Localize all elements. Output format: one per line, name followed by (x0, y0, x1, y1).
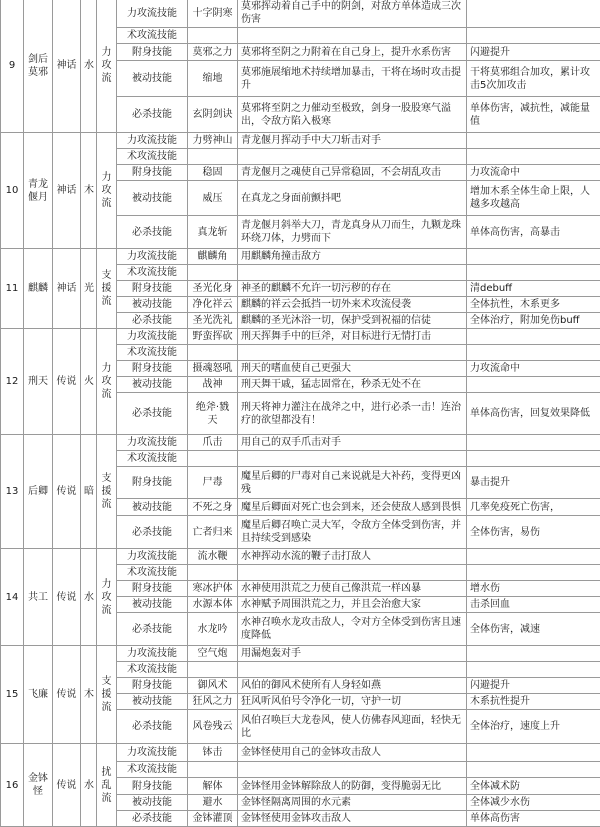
skill-description: 用自己的双手爪击对手 (238, 435, 467, 451)
skill-effect: 全体抗性，木系更多 (467, 297, 600, 313)
skill-description (238, 149, 467, 165)
skill-description: 水神赋予周围洪荒之力，并且会治愈大家 (238, 597, 467, 613)
skill-effect: 击杀回血 (467, 597, 600, 613)
skill-name: 稳固 (188, 165, 238, 181)
skill-type: 必杀技能 (117, 97, 188, 133)
skill-effect: 力攻流命中 (467, 165, 600, 181)
skill-type: 附身技能 (117, 361, 188, 377)
hero-style: 力攻流 (97, 329, 117, 435)
skill-name: 尸毒 (188, 467, 238, 499)
skill-name (188, 565, 238, 581)
skill-description: 青龙偃月斜举大刀，青龙真身从刀而生，九颗龙珠环绕刀体，力劈而下 (238, 216, 467, 249)
skill-type: 必杀技能 (117, 516, 188, 549)
skill-type: 被动技能 (117, 61, 188, 97)
hero-number: 15 (1, 646, 24, 744)
skill-name: 爪击 (188, 435, 238, 451)
skill-name: 风卷残云 (188, 710, 238, 744)
skill-description (238, 451, 467, 467)
skill-effect (467, 646, 600, 662)
skill-effect (467, 149, 600, 165)
hero-name: 后卿 (24, 435, 53, 549)
skill-effect (467, 0, 600, 28)
skill-name: 水龙吟 (188, 613, 238, 646)
skill-description: 金钵怪使用金钵攻击敌人 (238, 811, 467, 827)
skill-type: 术攻流技能 (117, 265, 188, 281)
table-row (1, 435, 600, 451)
skill-name: 金钵灌顶 (188, 811, 238, 827)
skill-type: 被动技能 (117, 499, 188, 516)
skill-name: 狂风之力 (188, 694, 238, 710)
hero-number: 13 (1, 435, 24, 549)
table-row (1, 249, 600, 265)
skill-effect: 闪避提升 (467, 44, 600, 61)
skill-name (188, 762, 238, 778)
skill-name (188, 265, 238, 281)
skill-effect (467, 565, 600, 581)
skill-effect (467, 377, 600, 393)
skill-name (188, 345, 238, 361)
skill-description (238, 265, 467, 281)
skill-description: 莫邪施展缩地术持续增加暴击，干将在场时攻击提升 (238, 61, 467, 97)
skill-name: 钵击 (188, 744, 238, 762)
skill-type: 力攻流技能 (117, 549, 188, 565)
skill-description: 刑天的嗜血使自己更强大 (238, 361, 467, 377)
skill-effect (467, 549, 600, 565)
skill-type: 力攻流技能 (117, 744, 188, 762)
skill-name: 空气炮 (188, 646, 238, 662)
skill-name: 流水鞭 (188, 549, 238, 565)
skill-type: 术攻流技能 (117, 345, 188, 361)
skill-description (238, 345, 467, 361)
hero-name: 青龙偃月 (24, 133, 53, 249)
hero-number: 9 (1, 0, 24, 133)
skill-effect: 全体伤害，易伤 (467, 516, 600, 549)
skill-effect: 全体治疗，速度上升 (467, 710, 600, 744)
skill-effect: 增水伤 (467, 581, 600, 597)
skill-type: 附身技能 (117, 44, 188, 61)
hero-name: 刑天 (24, 329, 53, 435)
skill-description: 麒麟的圣光沐浴一切，保护受到祝福的信徒 (238, 313, 467, 329)
skill-description: 神圣的麒麟不允许一切污秽的存在 (238, 281, 467, 297)
skill-description: 金钵怪隔离周围的水元素 (238, 795, 467, 811)
hero-number: 11 (1, 249, 24, 329)
skill-description: 青龙偃月之魂使自己异常稳固，不会胡乱攻击 (238, 165, 467, 181)
skill-description: 刑天将神力灌注在战斧之中，进行必杀一击！连治疗的欲望都没有！ (238, 393, 467, 435)
hero-style: 支援流 (97, 249, 117, 329)
skill-description (238, 762, 467, 778)
hero-style: 支援流 (97, 646, 117, 744)
skill-description: 魔星后卿面对死亡也会到来，还会使敌人感到畏惧 (238, 499, 467, 516)
skill-description: 水神使用洪荒之力使自己像洪荒一样凶暴 (238, 581, 467, 597)
skill-type: 被动技能 (117, 377, 188, 393)
skill-name: 绝斧·戮天 (188, 393, 238, 435)
skill-name: 水源本体 (188, 597, 238, 613)
skill-effect (467, 345, 600, 361)
table-row (1, 133, 600, 149)
skill-effect: 力攻流命中 (467, 361, 600, 377)
skill-description (238, 28, 467, 44)
skill-description: 金钵怪使用自己的金钵攻击敌人 (238, 744, 467, 762)
skill-type: 必杀技能 (117, 216, 188, 249)
skill-description: 水神召唤水龙攻击敌人，令对方全体受到伤害且速度降低 (238, 613, 467, 646)
hero-element: 水 (81, 549, 97, 646)
skill-name: 威压 (188, 181, 238, 216)
skill-effect: 单体高伤害，回复效果降低 (467, 393, 600, 435)
skill-description: 用麒麟角撞击敌方 (238, 249, 467, 265)
skill-description (238, 565, 467, 581)
skill-description: 刑天舞干戚，猛志固常在，秒杀无处不在 (238, 377, 467, 393)
skill-description: 魔星后卿的尸毒对自己来说就是大补药，变得更凶残 (238, 467, 467, 499)
skill-type: 术攻流技能 (117, 762, 188, 778)
skill-effect (467, 451, 600, 467)
skill-type: 附身技能 (117, 581, 188, 597)
hero-element: 光 (81, 249, 97, 329)
skill-type: 必杀技能 (117, 613, 188, 646)
hero-name: 飞廉 (24, 646, 53, 744)
hero-element: 暗 (81, 435, 97, 549)
skill-type: 术攻流技能 (117, 451, 188, 467)
hero-name: 共工 (24, 549, 53, 646)
skill-effect: 清debuff (467, 281, 600, 297)
skill-name (188, 662, 238, 678)
hero-number: 14 (1, 549, 24, 646)
hero-tier: 传说 (53, 549, 81, 646)
hero-tier: 神话 (53, 249, 81, 329)
skill-name: 避水 (188, 795, 238, 811)
skill-description: 魔星后卿召唤亡灵大军，令敌方全体受到伤害，并且持续受到感染 (238, 516, 467, 549)
skill-type: 附身技能 (117, 165, 188, 181)
hero-element: 水 (81, 744, 97, 827)
skill-type: 被动技能 (117, 181, 188, 216)
skill-effect (467, 329, 600, 345)
skill-description: 莫邪将至阴之力附着在自己身上，提升水系伤害 (238, 44, 467, 61)
skill-description: 青龙偃月挥动手中大刀斩击对手 (238, 133, 467, 149)
skill-name: 十字阴寒 (188, 0, 238, 28)
skill-description: 用漏炮轰对手 (238, 646, 467, 662)
skill-type: 附身技能 (117, 778, 188, 795)
hero-tier: 传说 (53, 329, 81, 435)
hero-style: 力攻流 (97, 133, 117, 249)
table-row (1, 549, 600, 565)
skill-description: 麒麟的祥云会抵挡一切外来术攻流侵袭 (238, 297, 467, 313)
skill-name: 战神 (188, 377, 238, 393)
skill-name: 玄阴剑诀 (188, 97, 238, 133)
skill-name: 麒麟角 (188, 249, 238, 265)
skill-type: 被动技能 (117, 795, 188, 811)
skill-effect (467, 662, 600, 678)
hero-tier: 神话 (53, 133, 81, 249)
skill-type: 术攻流技能 (117, 149, 188, 165)
skill-name: 寒冰护体 (188, 581, 238, 597)
skill-effect: 单体高伤害，高暴击 (467, 216, 600, 249)
skill-type: 力攻流技能 (117, 435, 188, 451)
skill-type: 力攻流技能 (117, 133, 188, 149)
skill-effect: 闪避提升 (467, 678, 600, 694)
skill-name (188, 149, 238, 165)
skill-name: 真龙斩 (188, 216, 238, 249)
hero-tier: 传说 (53, 744, 81, 827)
skill-type: 必杀技能 (117, 313, 188, 329)
skill-description: 风伯召唤巨大龙卷风，使人仿佛春风迎面，轻快无比 (238, 710, 467, 744)
skill-type: 被动技能 (117, 597, 188, 613)
skill-effect (467, 265, 600, 281)
skill-name (188, 451, 238, 467)
skill-name: 莫邪之力 (188, 44, 238, 61)
skill-name: 御风术 (188, 678, 238, 694)
table-row (1, 646, 600, 662)
hero-style: 力攻流 (97, 549, 117, 646)
skill-description: 金钵怪用金钵解除敌人的防御，变得脆弱无比 (238, 778, 467, 795)
skill-type: 必杀技能 (117, 811, 188, 827)
skill-type: 必杀技能 (117, 710, 188, 744)
skill-type: 附身技能 (117, 281, 188, 297)
skill-type: 术攻流技能 (117, 28, 188, 44)
skill-effect: 木系抗性提升 (467, 694, 600, 710)
skill-effect: 单体高伤害 (467, 811, 600, 827)
skill-effect: 单体伤害，减抗性，减能量值 (467, 97, 600, 133)
skill-name: 圣光化身 (188, 281, 238, 297)
skill-description: 莫邪挥动着自己手中的阴剑，对敌方单体造成三次伤害 (238, 0, 467, 28)
skill-description: 刑天挥舞手中的巨斧，对目标进行无情打击 (238, 329, 467, 345)
skill-type: 力攻流技能 (117, 249, 188, 265)
skill-description: 狂风听风伯号令净化一切，守护一切 (238, 694, 467, 710)
skill-description: 在真龙之身面前颤抖吧 (238, 181, 467, 216)
skill-effect (467, 133, 600, 149)
skill-effect: 全体减少水伤 (467, 795, 600, 811)
table-row (1, 744, 600, 762)
skill-effect: 增加木系全体生命上限，人越多攻越高 (467, 181, 600, 216)
skill-type: 术攻流技能 (117, 662, 188, 678)
skill-effect: 全体治疗，附加免伤buff (467, 313, 600, 329)
hero-tier: 神话 (53, 0, 81, 133)
skill-effect (467, 435, 600, 451)
hero-number: 10 (1, 133, 24, 249)
skill-name: 解体 (188, 778, 238, 795)
skill-effect (467, 249, 600, 265)
skill-effect (467, 28, 600, 44)
skill-description: 水神挥动水流的鞭子击打敌人 (238, 549, 467, 565)
hero-number: 12 (1, 329, 24, 435)
skill-effect: 干将莫邪组合加攻，累计攻击5次加攻击 (467, 61, 600, 97)
skill-effect: 全体减术防 (467, 778, 600, 795)
skill-type: 附身技能 (117, 467, 188, 499)
hero-tier: 传说 (53, 646, 81, 744)
skill-type: 被动技能 (117, 297, 188, 313)
skill-description (238, 662, 467, 678)
skill-name: 摄魂怒吼 (188, 361, 238, 377)
hero-name: 剑后莫邪 (24, 0, 53, 133)
hero-name: 金钵怪 (24, 744, 53, 827)
hero-style: 扰乱流 (97, 744, 117, 827)
skill-name (188, 28, 238, 44)
table-row (1, 329, 600, 345)
skill-type: 必杀技能 (117, 393, 188, 435)
hero-tier: 传说 (53, 435, 81, 549)
hero-name: 麒麟 (24, 249, 53, 329)
skill-type: 附身技能 (117, 678, 188, 694)
hero-element: 水 (81, 0, 97, 133)
skill-name: 缩地 (188, 61, 238, 97)
hero-element: 木 (81, 133, 97, 249)
hero-style: 力攻流 (97, 0, 117, 133)
skill-type: 力攻流技能 (117, 329, 188, 345)
hero-number: 16 (1, 744, 24, 827)
skill-effect: 几率免疫死亡伤害， (467, 499, 600, 516)
hero-element: 木 (81, 646, 97, 744)
skill-type: 术攻流技能 (117, 565, 188, 581)
skill-type: 被动技能 (117, 694, 188, 710)
skill-description: 风伯的御风术使所有人身轻如燕 (238, 678, 467, 694)
skill-effect: 全体伤害，减速 (467, 613, 600, 646)
skill-name: 不死之身 (188, 499, 238, 516)
skill-name: 圣光洗礼 (188, 313, 238, 329)
skill-effect (467, 744, 600, 762)
skill-effect (467, 762, 600, 778)
skill-type: 力攻流技能 (117, 0, 188, 28)
skill-type: 力攻流技能 (117, 646, 188, 662)
hero-element: 火 (81, 329, 97, 435)
skill-name: 亡者归来 (188, 516, 238, 549)
skill-name: 力劈神山 (188, 133, 238, 149)
hero-style: 支援流 (97, 435, 117, 549)
skill-description: 莫邪将至阴之力催动至极致，剑身一股股寒气溢出，令敌方陷入极寒 (238, 97, 467, 133)
table-row (1, 0, 600, 28)
skill-effect: 暴击提升 (467, 467, 600, 499)
skill-name: 净化祥云 (188, 297, 238, 313)
skill-name: 野蛮挥砍 (188, 329, 238, 345)
